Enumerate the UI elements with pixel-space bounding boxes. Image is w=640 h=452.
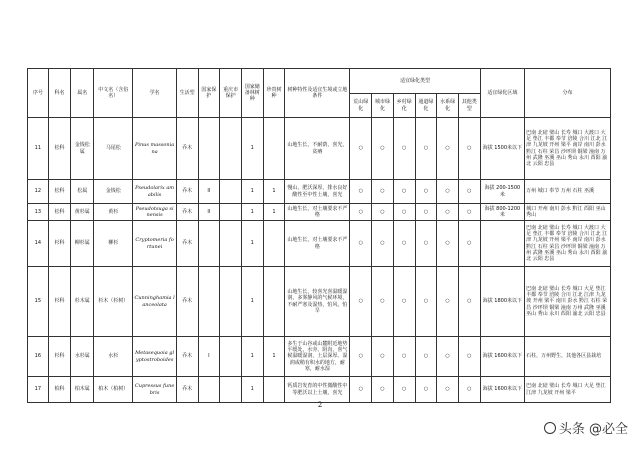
cell-rare xyxy=(263,377,285,403)
cell-family: 柏科 xyxy=(48,377,71,403)
table-row xyxy=(28,221,611,267)
cell-green-type-mark: ○ xyxy=(393,221,415,267)
cell-zone: 海拔 800-1200 米 xyxy=(480,204,524,221)
cell-nat-reserve: 1 xyxy=(241,267,263,337)
watermark-text: 头条 @必全 xyxy=(558,422,628,437)
cell-rare xyxy=(263,118,285,180)
cell-cn-name: 黄杉 xyxy=(94,204,133,221)
cell-zone xyxy=(480,221,524,267)
cell-green-type-mark: ○ xyxy=(415,204,437,221)
cell-life-form: 乔木 xyxy=(176,118,198,180)
watermark-logo-icon xyxy=(544,422,556,434)
cell-nat-reserve: 1 xyxy=(241,118,263,180)
cell-green-type-mark: ○ xyxy=(372,118,394,180)
col-header-features: 树种特性及适宜生境或立地条件 xyxy=(285,69,350,118)
col-header-green-type: 适宜绿化类型 xyxy=(350,69,480,94)
cell-sci-name: Pseudolarix amabilis xyxy=(133,180,176,204)
cell-cq-protect xyxy=(220,180,242,204)
col-header-genus: 属名 xyxy=(71,69,94,118)
cell-green-type-mark: ○ xyxy=(437,204,459,221)
cell-genus: 杉木属 xyxy=(71,267,94,337)
cell-life-form: 乔木 xyxy=(176,180,198,204)
col-header-nat-reserve: 国家储备林树种 xyxy=(241,69,263,118)
col-header-zone: 适宜绿化区域 xyxy=(480,69,524,118)
col-header-distribution: 分布 xyxy=(525,69,611,118)
col-header-urban: 城市绿化 xyxy=(372,94,394,118)
col-header-family: 科名 xyxy=(48,69,71,118)
cell-no: 14 xyxy=(28,221,49,267)
col-header-other: 其他类型 xyxy=(458,94,480,118)
cell-genus: 金钱松属 xyxy=(71,118,94,180)
cell-no: 15 xyxy=(28,267,49,337)
cell-cq-protect xyxy=(220,118,242,180)
cell-family: 杉科 xyxy=(48,337,71,377)
cell-nat-protect: II xyxy=(198,204,220,221)
cell-green-type-mark: ○ xyxy=(393,118,415,180)
cell-cq-protect xyxy=(220,337,242,377)
cell-no: 16 xyxy=(28,337,49,377)
cell-nat-reserve: 1 xyxy=(241,221,263,267)
cell-life-form: 乔木 xyxy=(176,204,198,221)
cell-family: 杉科 xyxy=(48,221,71,267)
cell-green-type-mark: ○ xyxy=(350,180,372,204)
cell-nat-protect xyxy=(198,118,220,180)
cell-nat-protect: I xyxy=(198,337,220,377)
cell-green-type-mark: ○ xyxy=(458,377,480,403)
cell-zone: 海拔 1600米以下 xyxy=(480,377,524,403)
cell-distribution: 石柱，万州野生，其他各区县栽培 xyxy=(525,337,611,377)
table-row xyxy=(28,204,611,221)
cell-no: 13 xyxy=(28,204,49,221)
cell-green-type-mark: ○ xyxy=(437,118,459,180)
cell-family: 松科 xyxy=(48,204,71,221)
cell-green-type-mark: ○ xyxy=(393,377,415,403)
cell-green-type-mark: ○ xyxy=(350,337,372,377)
cell-cn-name: 杉木（杉树） xyxy=(94,267,133,337)
cell-life-form: 乔木 xyxy=(176,267,198,337)
cell-nat-protect xyxy=(198,377,220,403)
cell-distribution: 巴南 北碚 璧山 长寿 城口 大足 垫江 江津 九龙坡 开州 梁平 xyxy=(525,377,611,403)
cell-green-type-mark: ○ xyxy=(437,337,459,377)
cell-features: 山地生长，对土壤要求不严格 xyxy=(285,221,350,267)
cell-genus: 黄杉属 xyxy=(71,204,94,221)
col-header-nat-protect: 国家保护 xyxy=(198,69,220,118)
table-row xyxy=(28,118,611,180)
cell-green-type-mark: ○ xyxy=(415,267,437,337)
cell-distribution: 万州 城口 奉节 万州 石柱 巫溪 xyxy=(525,180,611,204)
table-row xyxy=(28,337,611,377)
cell-life-form: 乔木 xyxy=(176,221,198,267)
cell-green-type-mark: ○ xyxy=(415,337,437,377)
cell-sci-name: Pinus massoniana xyxy=(133,118,176,180)
cell-life-form: 乔木 xyxy=(176,377,198,403)
cell-life-form: 乔木 xyxy=(176,337,198,377)
header-row-1 xyxy=(28,69,611,94)
col-header-rare: 珍贵树种 xyxy=(263,69,285,118)
cell-features: 山地生长，较喜光喜温暖湿润，多雾静风的气候环境，不耐严寒及湿热，怕风，怕旱 xyxy=(285,267,350,337)
cell-green-type-mark: ○ xyxy=(415,180,437,204)
cell-family: 松科 xyxy=(48,180,71,204)
cell-green-type-mark: ○ xyxy=(437,267,459,337)
cell-green-type-mark: ○ xyxy=(458,118,480,180)
cell-genus: 柳杉属 xyxy=(71,221,94,267)
cell-no: 12 xyxy=(28,180,49,204)
cell-green-type-mark: ○ xyxy=(372,267,394,337)
cell-green-type-mark: ○ xyxy=(437,180,459,204)
cell-features: 山地生长，不耐荫，喜光，贫瘠 xyxy=(285,118,350,180)
cell-sci-name: Pseudotsuga sinensis xyxy=(133,204,176,221)
cell-sci-name: Cupressus funebris xyxy=(133,377,176,403)
cell-green-type-mark: ○ xyxy=(393,267,415,337)
cell-green-type-mark: ○ xyxy=(393,180,415,204)
cell-green-type-mark: ○ xyxy=(415,118,437,180)
watermark xyxy=(544,418,628,437)
cell-genus: 水杉属 xyxy=(71,337,94,377)
cell-cn-name: 柏木（柏树） xyxy=(94,377,133,403)
col-header-barren-hill: 荒山绿化 xyxy=(350,94,372,118)
cell-distribution: 巴南 北碚 璧山 长寿 城口 大足 垫江 丰都 奉节 涪陵 合川 江北 江津 九龙坡 开州 梁平 南川 彭水 黔江 石柱 荣昌 沙坪坝 铜梁 潼南 万州 武隆 巫溪 巫山 秀山 永川 酉阳 渝北 云阳 忠县 xyxy=(525,267,611,337)
cell-genus: 松属 xyxy=(71,180,94,204)
cell-nat-reserve: 1 xyxy=(241,180,263,204)
cell-green-type-mark: ○ xyxy=(372,180,394,204)
cell-green-type-mark: ○ xyxy=(437,221,459,267)
cell-rare: 1 xyxy=(263,180,285,204)
cell-cn-name: 柳杉 xyxy=(94,221,133,267)
cell-no: 17 xyxy=(28,377,49,403)
cell-green-type-mark: ○ xyxy=(458,221,480,267)
cell-sci-name: Metasequoia glyptostroboides xyxy=(133,337,176,377)
cell-genus: 柏木属 xyxy=(71,377,94,403)
cell-green-type-mark: ○ xyxy=(437,377,459,403)
cell-distribution: 巴南 北碚 璧山 长寿 城口 大渡口 大足 垫江 丰都 奉节 涪陵 合川 江北 江津 九龙坡 开州 梁平 南岸 南川 彭水 黔江 石柱 荣昌 沙坪坝 铜梁 潼南 万州 武隆 巫溪 巫山 秀山 永川 酉阳 渝北 云阳 忠县 xyxy=(525,118,611,180)
col-header-life-form: 生活型 xyxy=(176,69,198,118)
page-number: 2 xyxy=(317,401,323,409)
cell-features: 多生于山谷或山麓附近地势平缓处，水旁、阴沟，喜气候温暖湿润，土层深厚、湿润或稍有积水的地方，耐寒，耐水湿 xyxy=(285,337,350,377)
species-table xyxy=(27,68,611,403)
cell-nat-protect xyxy=(198,267,220,337)
cell-green-type-mark: ○ xyxy=(372,221,394,267)
cell-cq-protect xyxy=(220,377,242,403)
cell-cn-name: 金钱松 xyxy=(94,180,133,204)
col-header-cq-protect: 重庆市保护 xyxy=(220,69,242,118)
cell-green-type-mark: ○ xyxy=(350,267,372,337)
cell-distribution: 城口 开州 南川 彭水 黔江 酉阳 巫山 秀山 xyxy=(525,204,611,221)
cell-features: 慢山，肥沃深厚，排水良好酸性至中性土壤，喜光 xyxy=(285,180,350,204)
col-header-no: 序号 xyxy=(28,69,49,118)
cell-nat-reserve: 1 xyxy=(241,204,263,221)
cell-cn-name: 水杉 xyxy=(94,337,133,377)
cell-nat-protect: II xyxy=(198,180,220,204)
cell-green-type-mark: ○ xyxy=(458,267,480,337)
cell-nat-reserve: 1 xyxy=(241,337,263,377)
cell-features: 钙质岩发育的中性微酸性中等肥沃以上土壤，喜光 xyxy=(285,377,350,403)
cell-family: 松科 xyxy=(48,118,71,180)
cell-nat-reserve: 1 xyxy=(241,377,263,403)
table-row xyxy=(28,267,611,337)
cell-nat-protect xyxy=(198,221,220,267)
col-header-cn-name: 中文名（含俗名） xyxy=(94,69,133,118)
cell-cq-protect xyxy=(220,221,242,267)
cell-distribution: 巴南 北碚 璧山 长寿 城口 大渡口 大足 垫江 丰都 奉节 涪陵 合川 江北 江津 九龙坡 开州 梁平 南岸 南川 彭水 黔江 石柱 荣昌 沙坪坝 铜梁 潼南 万州 武隆 巫溪 巫山 秀山 永川 酉阳 渝北 云阳 忠县 xyxy=(525,221,611,267)
cell-zone: 海拔 200-1500 米 xyxy=(480,180,524,204)
col-header-corridor: 通道绿化 xyxy=(415,94,437,118)
cell-green-type-mark: ○ xyxy=(458,180,480,204)
cell-rare: 1 xyxy=(263,337,285,377)
cell-green-type-mark: ○ xyxy=(415,221,437,267)
cell-green-type-mark: ○ xyxy=(372,337,394,377)
cell-green-type-mark: ○ xyxy=(372,377,394,403)
cell-green-type-mark: ○ xyxy=(350,377,372,403)
cell-zone: 海拔 1800米以下 xyxy=(480,267,524,337)
cell-rare xyxy=(263,221,285,267)
cell-cq-protect xyxy=(220,204,242,221)
cell-green-type-mark: ○ xyxy=(393,337,415,377)
cell-no: 11 xyxy=(28,118,49,180)
col-header-sci-name: 学名 xyxy=(133,69,176,118)
cell-cq-protect xyxy=(220,267,242,337)
cell-rare xyxy=(263,267,285,337)
cell-green-type-mark: ○ xyxy=(350,204,372,221)
cell-green-type-mark: ○ xyxy=(458,337,480,377)
col-header-water: 水系绿化 xyxy=(437,94,459,118)
cell-family: 杉科 xyxy=(48,267,71,337)
cell-zone: 海拔 1600米以下 xyxy=(480,337,524,377)
cell-sci-name: Cunninghamia lanceolata xyxy=(133,267,176,337)
cell-cn-name: 马尾松 xyxy=(94,118,133,180)
cell-green-type-mark: ○ xyxy=(350,221,372,267)
cell-zone: 海拔 1500米以下 xyxy=(480,118,524,180)
cell-sci-name: Cryptomeria fortunei xyxy=(133,221,176,267)
cell-green-type-mark: ○ xyxy=(458,204,480,221)
cell-green-type-mark: ○ xyxy=(350,118,372,180)
cell-features: 山地生长，对土壤要求不严格 xyxy=(285,204,350,221)
cell-rare: 1 xyxy=(263,204,285,221)
cell-green-type-mark: ○ xyxy=(372,204,394,221)
cell-green-type-mark: ○ xyxy=(415,377,437,403)
table-row xyxy=(28,180,611,204)
table-row xyxy=(28,377,611,403)
col-header-rural: 乡村绿化 xyxy=(393,94,415,118)
cell-green-type-mark: ○ xyxy=(393,204,415,221)
